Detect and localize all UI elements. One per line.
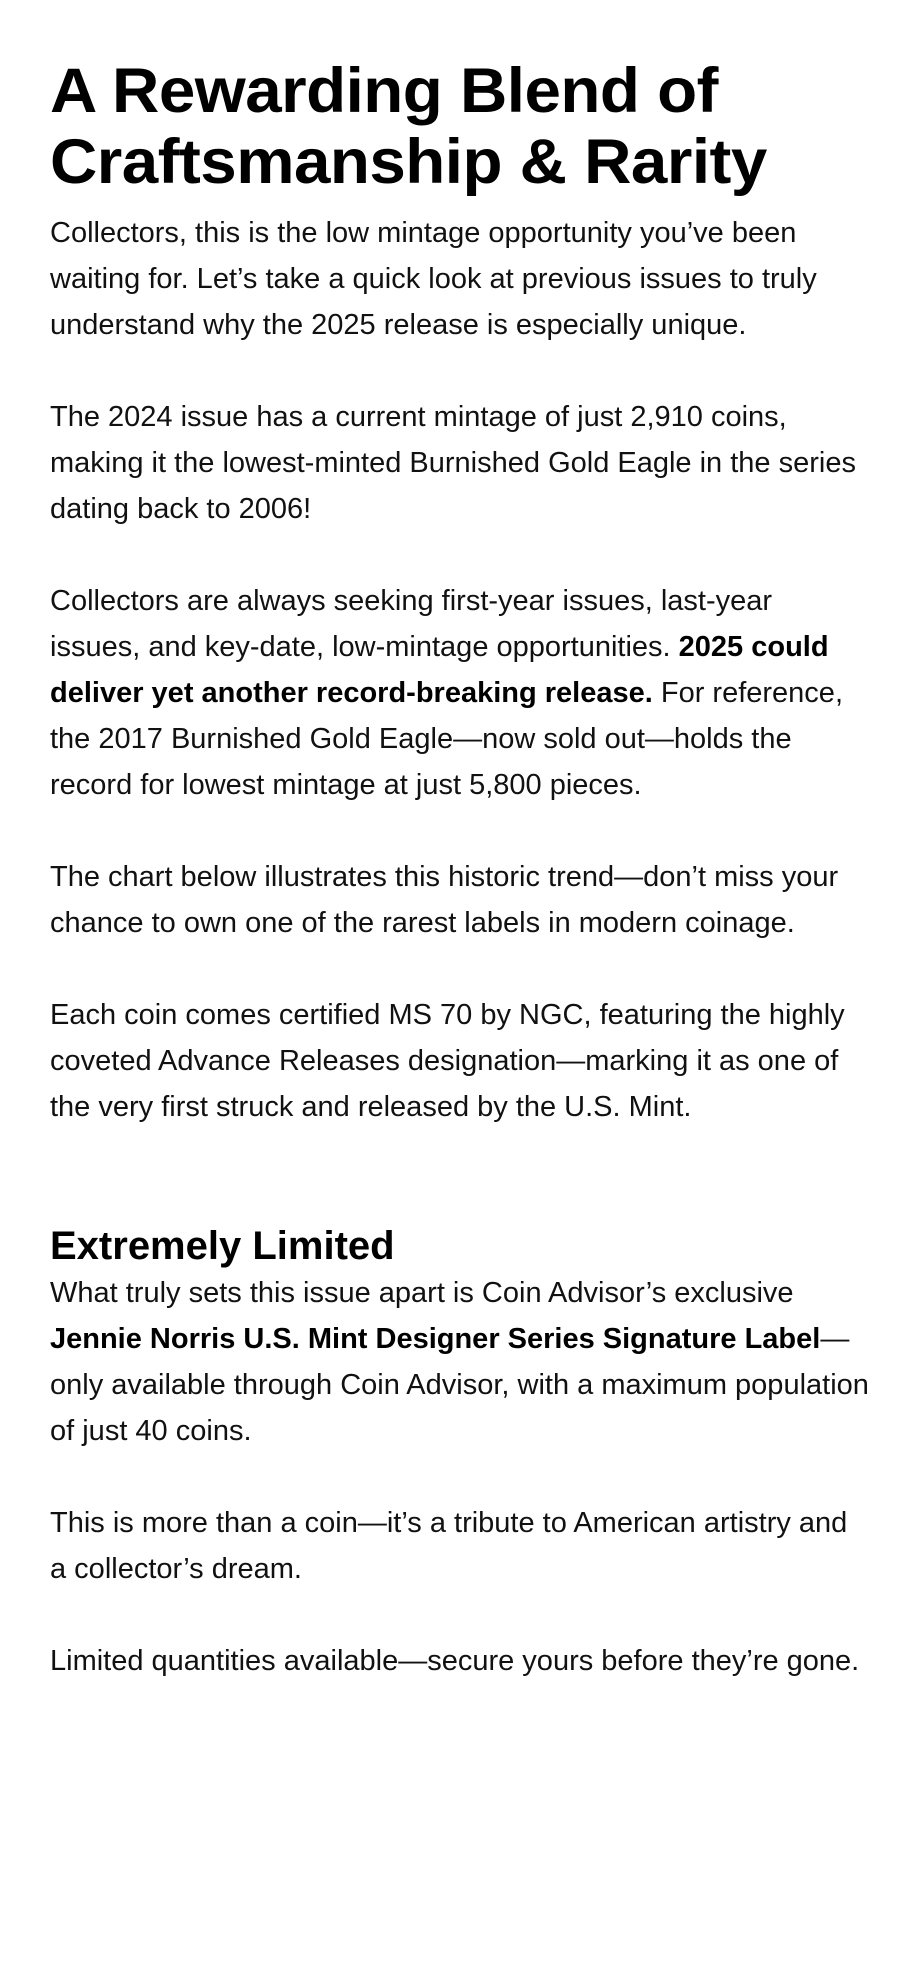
- intro-paragraph: Collectors, this is the low mintage opportunity you’ve been waiting for. Let’s take a quick look at previous issues to truly understand why the 2025 release is especially unique.: [50, 217, 817, 341]
- label-text-bold: Jennie Norris U.S. Mint Designer Series Signature Label: [50, 1323, 821, 1355]
- chart-note-paragraph: The chart below illustrates this historic trend—don’t miss your chance to own one of the rarest labels in modern coinage.: [50, 861, 839, 939]
- record-text-bold: 2025 could deliver yet another record-breaking release.: [50, 631, 829, 709]
- section-heading: Extremely Limited: [50, 1224, 395, 1268]
- article-content: [50, 56, 870, 1684]
- closing-paragraph: Limited quantities available—secure yours before they’re gone.: [50, 1645, 860, 1677]
- record-paragraph: [50, 578, 870, 808]
- record-text-after: For reference, the 2017 Burnished Gold Eagle—now sold out—holds the record for lowest mintage at just 5,800 pieces.: [50, 677, 843, 801]
- mintage-2024-paragraph: The 2024 issue has a current mintage of just 2,910 coins, making it the lowest-minted Burnished Gold Eagle in the series dating back to 2006!: [50, 401, 856, 525]
- record-text-before: Collectors are always seeking first-year issues, last-year issues, and key-date, low-mintage opportunities.: [50, 585, 773, 663]
- signature-label-paragraph: [50, 1270, 870, 1454]
- title-line-2: Craftsmanship & Rarity: [50, 127, 767, 197]
- tribute-paragraph: This is more than a coin—it’s a tribute to American artistry and a collector’s dream.: [50, 1507, 848, 1585]
- title-line-1: A Rewarding Blend of: [50, 56, 718, 126]
- certification-paragraph: Each coin comes certified MS 70 by NGC, featuring the highly coveted Advance Releases designation—marking it as one of the very first struck and released by the U.S. Mint.: [50, 999, 845, 1123]
- page-title: [50, 56, 901, 198]
- label-text-after: —only available through Coin Advisor, with a maximum population of just 40 coins.: [50, 1323, 869, 1447]
- label-text-before: What truly sets this issue apart is Coin Advisor’s exclusive: [50, 1277, 794, 1309]
